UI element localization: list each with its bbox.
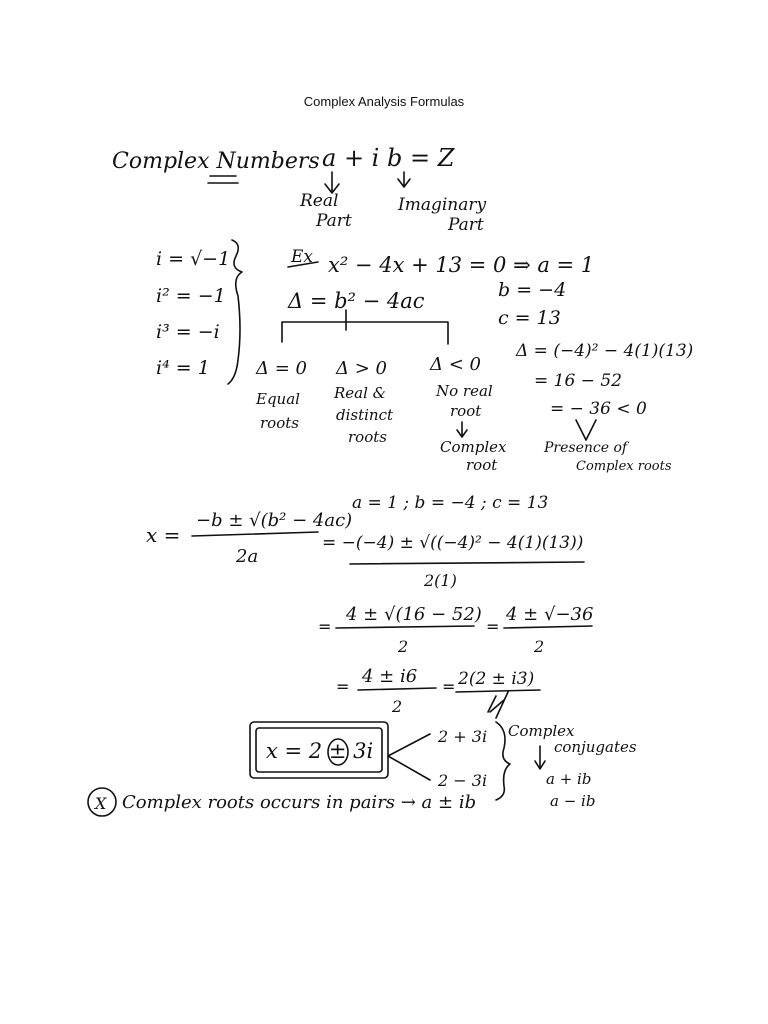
topic-heading: Complex Numbers bbox=[112, 149, 320, 174]
substituted-denominator: 2(1) bbox=[424, 571, 457, 590]
example-c-value: c = 13 bbox=[498, 307, 561, 329]
quadratic-lhs: x = bbox=[146, 523, 181, 547]
cases-bracket-icon bbox=[282, 310, 448, 344]
quadratic-denominator: 2a bbox=[236, 546, 259, 567]
quadratic-fraction-bar bbox=[192, 532, 318, 536]
step3-denominator: 2 bbox=[534, 637, 545, 656]
substituted-numerator: = −(−4) ± √((−4)² − 4(1)(13)) bbox=[322, 533, 584, 553]
step2-fraction-bar bbox=[336, 626, 474, 628]
case-3-condition: Δ < 0 bbox=[430, 354, 481, 375]
case-2-desc-line1: Real & bbox=[334, 384, 387, 402]
case-1-desc-line1: Equal bbox=[256, 390, 300, 408]
step4-denominator: 2 bbox=[392, 697, 403, 716]
arrow-to-complex-root-icon bbox=[457, 422, 467, 437]
power-i4: i⁴ = 1 bbox=[156, 357, 210, 379]
case-2-desc-line2: distinct bbox=[336, 406, 394, 424]
root-2: 2 − 3i bbox=[438, 771, 488, 790]
imaginary-label-line2: Part bbox=[448, 215, 484, 235]
step2-equals: = bbox=[318, 617, 332, 636]
conjugates-label-line2: conjugates bbox=[554, 738, 637, 756]
presence-line1: Presence of bbox=[544, 440, 628, 456]
example-b-value: b = −4 bbox=[498, 279, 567, 301]
discriminant-calc-3: = − 36 < 0 bbox=[550, 399, 647, 419]
roots-branch-icon bbox=[388, 734, 430, 780]
example-equation: x² − 4x + 13 = 0 ⇒ a = 1 bbox=[328, 253, 595, 277]
cancel-strike-icon bbox=[490, 692, 508, 718]
complex-form: a + i b = Z bbox=[322, 144, 455, 172]
result-expression: x = 2 ± 3i bbox=[266, 739, 374, 763]
step4-factored-bar bbox=[456, 690, 540, 692]
conjugate-form-1: a + ib bbox=[546, 770, 592, 788]
arrow-to-conjugate-forms-icon bbox=[535, 746, 545, 769]
real-label-line1: Real bbox=[300, 191, 339, 211]
conjugates-label-line1: Complex bbox=[508, 722, 575, 740]
page-title: Complex Analysis Formulas bbox=[303, 94, 465, 109]
quadratic-numerator: −b ± √(b² − 4ac) bbox=[196, 510, 353, 531]
case-1-desc-line2: roots bbox=[260, 414, 299, 432]
arrow-to-imaginary-icon bbox=[398, 172, 410, 187]
case-1-condition: Δ = 0 bbox=[256, 358, 307, 379]
case-2-desc-line3: roots bbox=[348, 428, 387, 446]
step4-equals-2: = bbox=[442, 677, 456, 696]
step2-numerator: 4 ± √(16 − 52) bbox=[346, 604, 482, 625]
discriminant-formula: Δ = b² − 4ac bbox=[288, 289, 425, 313]
discriminant-calc-2: = 16 − 52 bbox=[534, 371, 622, 391]
root-1: 2 + 3i bbox=[438, 727, 488, 746]
note-marker: X bbox=[95, 794, 107, 813]
coefficient-values: a = 1 ; b = −4 ; c = 13 bbox=[352, 493, 549, 513]
topic-underline bbox=[208, 176, 238, 183]
case-3-desc-line4: root bbox=[466, 456, 498, 474]
presence-line2: Complex roots bbox=[576, 459, 672, 474]
discriminant-calc-1: Δ = (−4)² − 4(1)(13) bbox=[516, 341, 694, 361]
step2-denominator: 2 bbox=[398, 637, 409, 656]
case-3-desc-line2: root bbox=[450, 402, 482, 420]
arrow-to-presence-icon bbox=[576, 420, 596, 440]
imaginary-label-line1: Imaginary bbox=[398, 195, 487, 215]
real-label-line2: Part bbox=[316, 211, 352, 231]
step4-numerator: 4 ± i6 bbox=[362, 666, 418, 687]
example-tag: Ex bbox=[291, 247, 313, 267]
case-3-desc-line3: Complex bbox=[440, 438, 507, 456]
step3-equals: = bbox=[486, 617, 500, 636]
step4-factored: 2(2 ± i3) bbox=[458, 669, 535, 689]
conjugate-form-2: a − ib bbox=[550, 792, 596, 810]
power-i3: i³ = −i bbox=[156, 321, 220, 343]
step4-equals: = bbox=[336, 677, 350, 696]
arrow-to-real-icon bbox=[325, 172, 339, 193]
power-i2: i² = −1 bbox=[156, 285, 226, 307]
step3-numerator: 4 ± √−36 bbox=[506, 604, 594, 625]
note-text: Complex roots occurs in pairs → a ± ib bbox=[122, 792, 477, 813]
step4-fraction-bar bbox=[358, 688, 436, 690]
case-2-condition: Δ > 0 bbox=[336, 358, 387, 379]
power-i1: i = √−1 bbox=[156, 248, 231, 270]
case-3-desc-line1: No real bbox=[436, 382, 493, 400]
substituted-fraction-bar bbox=[350, 562, 584, 564]
step3-fraction-bar bbox=[504, 626, 592, 628]
